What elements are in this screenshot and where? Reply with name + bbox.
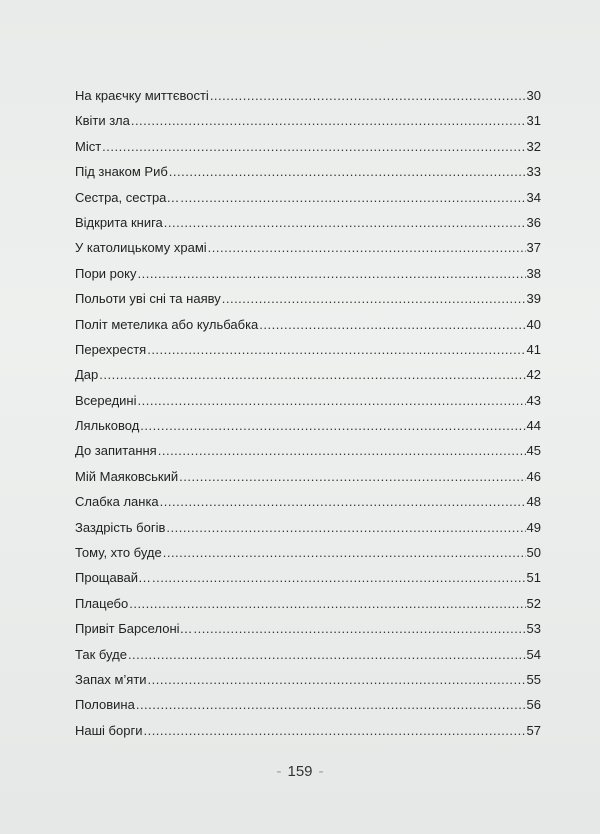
dot-leader bbox=[222, 291, 526, 306]
dot-leader bbox=[169, 164, 526, 179]
dot-leader bbox=[148, 672, 526, 687]
toc-entry-page: 33 bbox=[526, 164, 541, 180]
dot-leader bbox=[164, 215, 526, 230]
footer-dash-left: - bbox=[276, 763, 282, 780]
toc-entry bbox=[75, 266, 541, 291]
toc-entry-title: Сестра, сестра… bbox=[75, 189, 180, 205]
toc-entry bbox=[75, 647, 541, 672]
toc-entry bbox=[75, 520, 541, 545]
toc-entry-title: Слабка ланка bbox=[75, 494, 159, 510]
toc-entry-title: Перехрестя bbox=[75, 341, 147, 357]
dot-leader bbox=[129, 596, 525, 611]
toc-entry-page: 49 bbox=[526, 519, 541, 535]
toc-entry bbox=[75, 215, 541, 240]
toc-entry-title: Під знаком Риб bbox=[75, 164, 168, 180]
dot-leader bbox=[136, 697, 526, 712]
toc-entry-page: 52 bbox=[526, 595, 541, 611]
toc-entry-page: 40 bbox=[526, 316, 541, 332]
toc-entry-title: Привіт Барселоні… bbox=[75, 621, 193, 637]
toc-entry-page: 31 bbox=[526, 113, 541, 129]
page-footer bbox=[0, 763, 600, 780]
toc-entry-page: 30 bbox=[526, 88, 541, 103]
toc-entry-page: 46 bbox=[526, 468, 541, 484]
toc-entry bbox=[75, 621, 541, 646]
dot-leader bbox=[180, 190, 525, 205]
dot-leader bbox=[194, 621, 526, 636]
toc-entry-title: Ляльковод bbox=[75, 418, 140, 434]
dot-leader bbox=[102, 139, 525, 154]
dot-leader bbox=[99, 367, 525, 382]
toc-entry bbox=[75, 697, 541, 722]
dot-leader bbox=[163, 545, 526, 560]
dot-leader bbox=[179, 469, 525, 484]
toc-entry-title: Відкрита книга bbox=[75, 214, 163, 230]
toc-entry bbox=[75, 494, 541, 519]
toc-entry bbox=[75, 88, 541, 113]
dot-leader bbox=[210, 88, 526, 103]
toc-entry-page: 41 bbox=[526, 341, 541, 357]
toc-entry-page: 32 bbox=[526, 138, 541, 154]
toc-entry bbox=[75, 443, 541, 468]
dot-leader bbox=[128, 647, 526, 662]
toc-entry bbox=[75, 164, 541, 189]
toc-entry-page: 37 bbox=[526, 240, 541, 256]
toc-entry bbox=[75, 190, 541, 215]
toc-entry-title: Пори року bbox=[75, 265, 137, 281]
toc-entry-page: 45 bbox=[526, 443, 541, 459]
toc-entry-title: У католицькому храмі bbox=[75, 240, 207, 256]
toc-entry-title: Дар bbox=[75, 367, 99, 383]
toc-entry-page: 48 bbox=[526, 494, 541, 510]
dot-leader bbox=[152, 570, 526, 585]
toc-entry-title: Прощавай… bbox=[75, 570, 151, 586]
toc-entry bbox=[75, 596, 541, 621]
toc-entry-title: Польоти уві сні та наяву bbox=[75, 291, 221, 307]
toc-entry-title: До запитання bbox=[75, 443, 157, 459]
toc-entry-title: Квіти зла bbox=[75, 113, 130, 129]
dot-leader bbox=[138, 393, 526, 408]
toc-entry-page: 38 bbox=[526, 265, 541, 281]
toc-entry-page: 39 bbox=[526, 291, 541, 307]
dot-leader bbox=[147, 342, 525, 357]
toc-entry-title: Запах м’яти bbox=[75, 671, 147, 687]
toc-entry bbox=[75, 113, 541, 138]
toc-entry bbox=[75, 723, 541, 748]
dot-leader bbox=[166, 520, 525, 535]
toc-entry-page: 34 bbox=[526, 189, 541, 205]
dot-leader bbox=[137, 266, 525, 281]
toc-entry bbox=[75, 139, 541, 164]
dot-leader bbox=[259, 317, 525, 332]
toc-entry-title: Мій Маяковський bbox=[75, 468, 179, 484]
table-of-contents bbox=[75, 88, 541, 748]
toc-entry-title: На краєчку миттєвості bbox=[75, 88, 209, 103]
dot-leader bbox=[143, 723, 525, 738]
toc-entry bbox=[75, 672, 541, 697]
toc-entry-page: 42 bbox=[526, 367, 541, 383]
toc-entry-title: Наші борги bbox=[75, 722, 143, 738]
toc-entry-title: Тому, хто буде bbox=[75, 545, 162, 561]
toc-entry bbox=[75, 317, 541, 342]
toc-entry bbox=[75, 418, 541, 443]
toc-entry-page: 51 bbox=[526, 570, 541, 586]
toc-entry bbox=[75, 469, 541, 494]
toc-entry bbox=[75, 570, 541, 595]
toc-entry-page: 50 bbox=[526, 545, 541, 561]
toc-entry-page: 55 bbox=[526, 671, 541, 687]
toc-entry bbox=[75, 342, 541, 367]
toc-entry bbox=[75, 240, 541, 265]
toc-entry bbox=[75, 393, 541, 418]
toc-entry bbox=[75, 291, 541, 316]
footer-dash-right: - bbox=[318, 763, 324, 780]
toc-entry-title: Політ метелика або кульбабка bbox=[75, 316, 259, 332]
toc-entry-page: 53 bbox=[526, 621, 541, 637]
toc-entry-page: 43 bbox=[526, 392, 541, 408]
dot-leader bbox=[131, 113, 526, 128]
dot-leader bbox=[140, 418, 525, 433]
toc-entry-title: Плацебо bbox=[75, 595, 129, 611]
dot-leader bbox=[208, 240, 526, 255]
toc-entry-title: Всередині bbox=[75, 392, 137, 408]
toc-entry-title: Міст bbox=[75, 138, 102, 154]
dot-leader bbox=[160, 494, 526, 509]
toc-entry bbox=[75, 367, 541, 392]
dot-leader bbox=[158, 443, 526, 458]
page-number: 159 bbox=[287, 763, 313, 780]
toc-entry-title: Заздрість богів bbox=[75, 519, 166, 535]
toc-entry bbox=[75, 545, 541, 570]
toc-entry-title: Так буде bbox=[75, 646, 127, 662]
toc-entry-page: 54 bbox=[526, 646, 541, 662]
toc-entry-page: 57 bbox=[526, 722, 541, 738]
toc-entry-page: 36 bbox=[526, 214, 541, 230]
toc-entry-page: 56 bbox=[526, 697, 541, 713]
toc-entry-page: 44 bbox=[526, 418, 541, 434]
toc-entry-title: Половина bbox=[75, 697, 135, 713]
